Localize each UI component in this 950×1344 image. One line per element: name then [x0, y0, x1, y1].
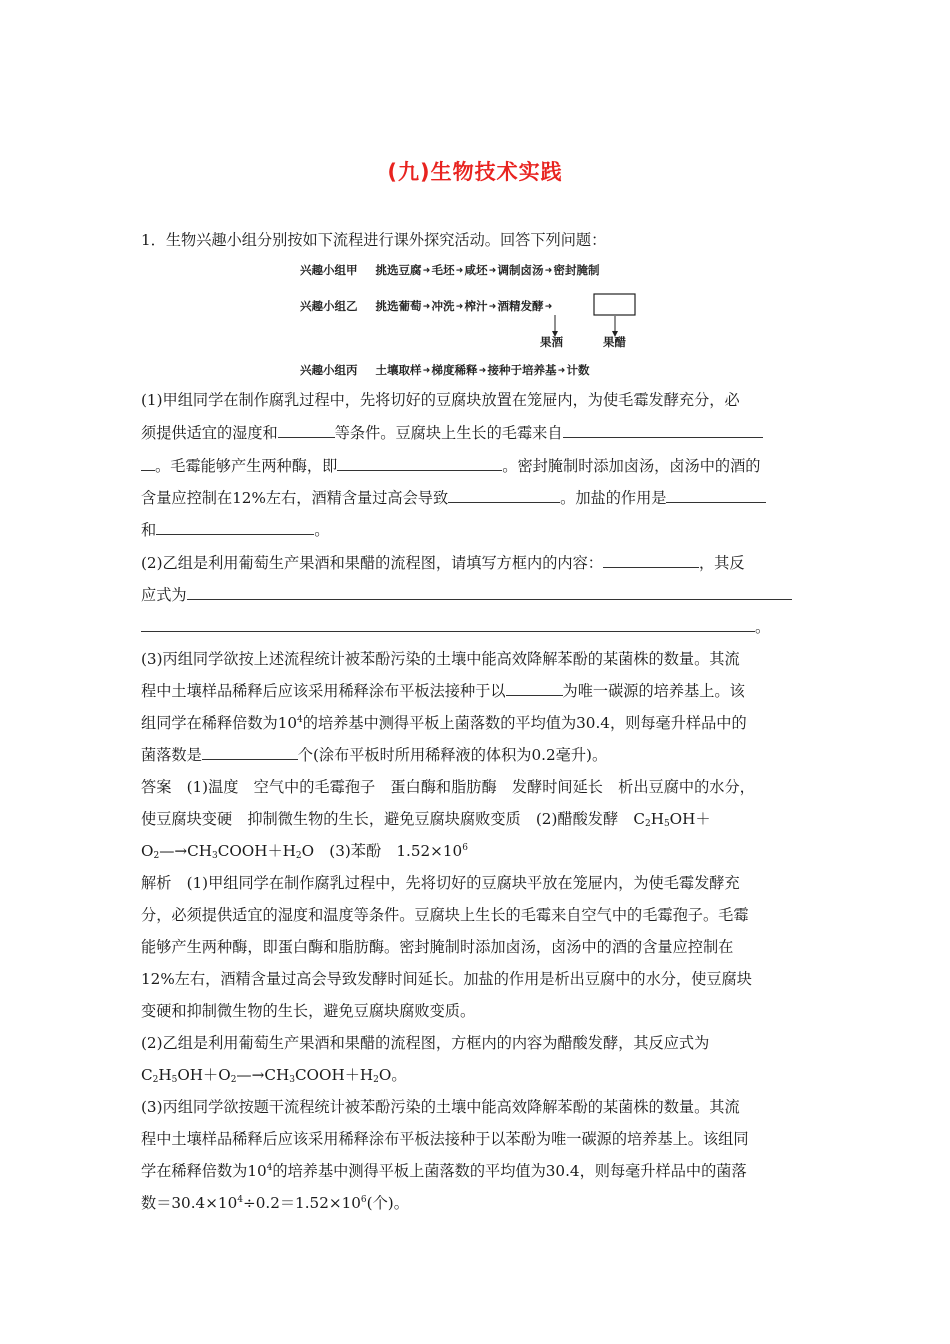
analysis-line4: 12%左右，酒精含量过高会导致发酵时间延长。加盐的作用是析出豆腐中的水分，使豆腐块 — [141, 970, 752, 988]
part2-line3 — [141, 617, 770, 637]
subscript: 5 — [171, 1075, 178, 1085]
flow-step: 榨汁 — [464, 299, 488, 313]
arrow-right-icon: ➜ — [544, 302, 553, 312]
superscript: 6 — [462, 843, 468, 853]
part1-line2 — [141, 423, 763, 443]
superscript: 6 — [360, 1195, 367, 1205]
part2-line1 — [141, 553, 745, 573]
subscript: 2 — [152, 1075, 159, 1085]
question-stem: 1．生物兴趣小组分别按如下流程进行课外探究活动。回答下列问题： — [141, 231, 607, 249]
superscript: 4 — [297, 715, 303, 725]
text-segment: 菌落数是 — [141, 746, 202, 764]
text-segment: O (3)苯酚 1.52×10 — [301, 842, 463, 860]
answer-blank[interactable] — [448, 488, 560, 503]
superscript: 4 — [266, 1163, 273, 1173]
text-segment: 组同学在稀释倍数为10 — [141, 714, 298, 732]
text-segment: 程中土壤样品稀释后应该采用稀释涂布平板法接种于以 — [141, 682, 506, 700]
text-segment: (2)乙组是利用葡萄生产果酒和果醋的流程图，请填写方框内的内容： — [141, 554, 603, 572]
flow-group-c — [300, 362, 590, 378]
text-segment: O — [141, 842, 154, 860]
text-segment: 数＝30.4×10 — [141, 1194, 238, 1212]
answer-blank[interactable] — [141, 617, 755, 632]
arrow-right-icon: ➜ — [488, 266, 497, 276]
arrow-right-icon: ➜ — [422, 302, 431, 312]
text-segment: OH＋O — [177, 1066, 231, 1084]
page-title: (九)生物技术实践 — [387, 160, 563, 184]
text-segment: 学在稀释倍数为10 — [141, 1162, 267, 1180]
analysis-line5: 变硬和抑制微生物的生长，避免豆腐块腐败变质。 — [141, 1002, 476, 1020]
answer-blank[interactable] — [563, 423, 763, 438]
flow-step: 毛坯 — [431, 263, 455, 277]
blank-box — [594, 294, 635, 315]
flow-step: 冲洗 — [431, 299, 455, 313]
analysis-line7 — [141, 1065, 407, 1085]
text-segment: 和 — [141, 521, 157, 539]
part3-line2 — [141, 681, 745, 701]
part1-line3 — [141, 456, 760, 476]
flow-step: 挑选豆腐 — [375, 263, 422, 277]
answer-blank[interactable] — [156, 520, 314, 535]
arrow-right-icon: ➜ — [488, 302, 497, 312]
group-a-name: 兴趣小组甲 — [300, 263, 358, 277]
answer-line2 — [141, 809, 711, 829]
text-segment: OH＋ — [669, 810, 711, 828]
analysis-line3: 能够产生两种酶，即蛋白酶和脂肪酶。密封腌制时添加卤汤，卤汤中的酒的含量应控制在 — [141, 938, 734, 956]
subscript: 3 — [211, 851, 218, 861]
text-segment: 。 — [314, 521, 330, 539]
answer-blank[interactable] — [603, 553, 699, 568]
part1-line5 — [141, 520, 329, 540]
answer-blank[interactable] — [278, 423, 335, 438]
text-segment: H — [650, 810, 664, 828]
part3-line4 — [141, 745, 607, 765]
text-segment: 的培养基中测得平板上菌落数的平均值为30.4，则每毫升样品中的 — [302, 714, 747, 732]
arrow-right-icon: ➜ — [478, 366, 487, 376]
arrow-right-icon: ➜ — [422, 266, 431, 276]
text-segment: COOH＋H — [217, 842, 296, 860]
text-segment: H — [158, 1066, 172, 1084]
text-segment: 。 — [755, 618, 771, 636]
flow-step: 咸坯 — [464, 263, 488, 277]
subscript: 2 — [644, 819, 651, 829]
flow-diagram-lines — [0, 0, 950, 400]
text-segment: 应式为 — [141, 586, 187, 604]
part3-line1: (3)丙组同学欲按上述流程统计被苯酚污染的土壤中能高效降解苯酚的某菌株的数量。其流 — [141, 650, 740, 668]
analysis-line1: 解析 (1)甲组同学在制作腐乳过程中，先将切好的豆腐块平放在笼屉内，为使毛霉发酵充 — [141, 874, 740, 892]
subscript: 2 — [373, 1075, 379, 1085]
arrow-right-icon: ➜ — [455, 266, 464, 276]
arrow-right-icon: ➜ — [544, 266, 553, 276]
text-segment: 。毛霉能够产生两种酶，即 — [155, 457, 338, 475]
flow-output-wine: 果酒 — [540, 335, 563, 349]
analysis-line6: (2)乙组是利用葡萄生产果酒和果醋的流程图，方框内的内容为醋酸发酵，其反应式为 — [141, 1034, 710, 1052]
arrow-right-icon: ➜ — [557, 366, 566, 376]
text-segment: ÷0.2＝1.52×10 — [242, 1194, 361, 1212]
part1-line4 — [141, 488, 766, 508]
answer-blank[interactable] — [666, 488, 766, 503]
answer-blank[interactable] — [187, 585, 792, 600]
flow-step: 梯度稀释 — [431, 363, 478, 377]
text-segment: 。密封腌制时添加卤汤，卤汤中的酒的 — [502, 457, 761, 475]
analysis-line2: 分，必须提供适宜的湿度和温度等条件。豆腐块上生长的毛霉来自空气中的毛霉孢子。毛霉 — [141, 906, 749, 924]
flow-step: 挑选葡萄 — [375, 299, 422, 313]
group-c-name: 兴趣小组丙 — [300, 363, 358, 377]
superscript: 4 — [237, 1195, 243, 1205]
text-segment: 含量应控制在12%左右，酒精含量过高会导致 — [141, 489, 449, 507]
subscript: 2 — [295, 851, 302, 861]
flow-step: 酒精发酵 — [497, 299, 544, 313]
subscript: 5 — [663, 819, 670, 829]
arrow-right-icon: ➜ — [455, 302, 464, 312]
answer-blank[interactable] — [337, 456, 502, 471]
text-segment: 等条件。豆腐块上生长的毛霉来自 — [334, 424, 563, 442]
flow-step: 计数 — [566, 363, 590, 377]
analysis-line10 — [141, 1161, 747, 1181]
flow-step: 密封腌制 — [553, 263, 600, 277]
text-segment: ，其反 — [698, 554, 745, 572]
flow-step: 土壤取样 — [375, 363, 422, 377]
flow-output-vinegar: 果醋 — [603, 335, 626, 349]
text-segment: 个(涂布平板时所用稀释液的体积为0.2毫升)。 — [297, 746, 608, 764]
analysis-line11 — [141, 1193, 409, 1213]
flow-step: 接种于培养基 — [487, 363, 557, 377]
answer-line3 — [141, 841, 468, 861]
text-segment: —→CH — [159, 842, 212, 860]
text-segment: 为唯一碳源的培养基上。该 — [562, 682, 745, 700]
text-segment: O。 — [378, 1066, 407, 1084]
text-segment: —→CH — [236, 1066, 290, 1084]
answer-blank[interactable] — [202, 745, 298, 760]
subscript: 2 — [153, 851, 160, 861]
arrow-right-icon: ➜ — [422, 366, 431, 376]
text-segment: COOH＋H — [294, 1066, 374, 1084]
text-segment: C — [141, 1066, 153, 1084]
analysis-line8: (3)丙组同学欲按题干流程统计被苯酚污染的土壤中能高效降解苯酚的某菌株的数量。其流 — [141, 1098, 740, 1116]
subscript: 2 — [230, 1075, 237, 1085]
flow-step: 调制卤汤 — [497, 263, 544, 277]
answer-blank[interactable] — [506, 681, 563, 696]
text-segment: 使豆腐块变硬 抑制微生物的生长，避免豆腐块腐败变质 (2)醋酸发酵 C — [141, 810, 645, 828]
subscript: 3 — [289, 1075, 295, 1085]
part1-line1: (1)甲组同学在制作腐乳过程中，先将切好的豆腐块放置在笼屉内，为使毛霉发酵充分，必 — [141, 391, 740, 409]
part2-line2 — [141, 585, 792, 605]
group-b-name: 兴趣小组乙 — [300, 299, 358, 313]
text-segment: 须提供适宜的湿度和 — [141, 424, 278, 442]
text-segment: 。加盐的作用是 — [560, 489, 667, 507]
analysis-line9: 程中土壤样品稀释后应该采用稀释涂布平板法接种于以苯酚为唯一碳源的培养基上。该组同 — [141, 1130, 749, 1148]
part3-line3 — [141, 713, 747, 733]
answer-blank[interactable] — [141, 456, 155, 471]
answer-line1: 答案 (1)温度 空气中的毛霉孢子 蛋白酶和脂肪酶 发酵时间延长 析出豆腐中的水分， — [141, 778, 755, 796]
text-segment: 的培养基中测得平板上菌落数的平均值为30.4，则每毫升样品中的菌落 — [272, 1162, 747, 1180]
text-segment: (个)。 — [366, 1194, 409, 1212]
